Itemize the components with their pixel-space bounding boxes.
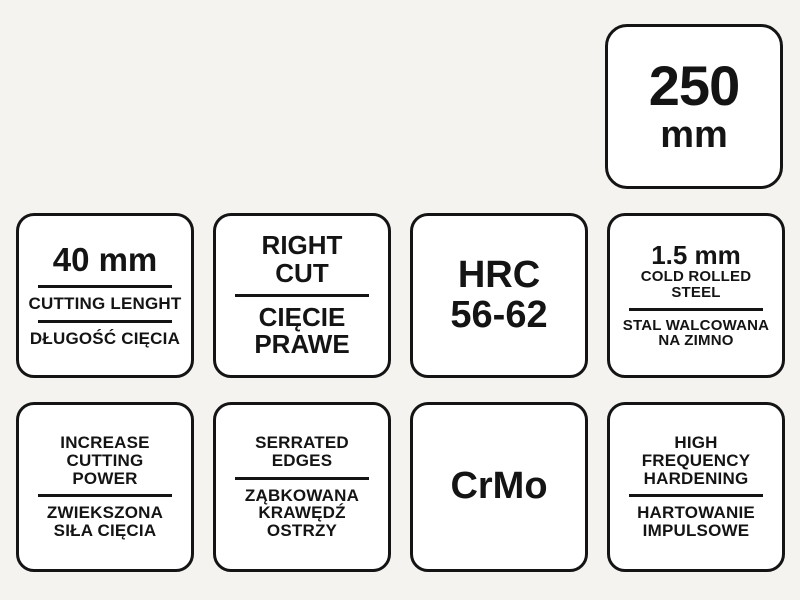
thickness-en [610,269,782,301]
cutting-length-value: 40 mm [52,241,158,279]
thickness-en-line2: STEEL [671,283,721,301]
power-en [19,434,191,488]
badge-cutting-length [16,213,194,378]
right-cut-en-line1: RIGHT [261,230,343,261]
right-cut-pl [216,304,388,359]
badge-high-frequency-hardening [607,402,785,572]
hardening-pl-line2: IMPULSOWE [642,521,750,541]
hardening-en-line2: FREQUENCY [641,450,751,470]
thickness-pl [610,318,782,350]
hardening-en-line3: HARDENING [643,468,749,488]
badge-length-250mm [605,24,783,189]
divider [629,308,763,311]
power-en-line3: POWER [72,468,138,488]
badge-serrated-edges [213,402,391,572]
hardening-en-line1: HIGH [674,432,718,452]
thickness-pl-line1: STAL WALCOWANA [622,316,770,334]
badge-hardness-hrc [410,213,588,378]
hardening-en [610,434,782,488]
divider [38,320,172,323]
power-en-line2: CUTTING [66,450,144,470]
badge-250mm-unit: mm [660,113,728,156]
serrated-en [216,434,388,470]
serrated-pl-line2: KRAWĘDŹ [258,503,346,523]
badge-increase-cutting-power [16,402,194,572]
power-en-line1: INCREASE [60,432,150,452]
badge-right-cut [213,213,391,378]
power-pl-line2: SIŁA CIĘCIA [53,521,157,541]
cutting-length-label-en: CUTTING LENGHT [28,293,182,313]
serrated-en-line1: SERRATED [255,432,349,452]
divider [235,294,369,297]
hrc-range: 56-62 [450,293,548,336]
hardening-pl [610,504,782,540]
badge-250mm-value: 250 [648,54,740,118]
right-cut-en-line2: CUT [275,257,329,288]
crmo-value: CrMo [450,465,548,508]
badge-material-crmo [410,402,588,572]
divider [629,494,763,497]
cutting-length-label-pl: DŁUGOŚĆ CIĘCIA [29,328,181,348]
divider [38,494,172,497]
serrated-pl [216,487,388,541]
thickness-value: 1.5 mm [651,239,741,270]
divider [38,285,172,288]
serrated-pl-line1: ZĄBKOWANA [244,485,360,505]
badge-steel-thickness [607,213,785,378]
serrated-en-line2: EDGES [271,450,333,470]
right-cut-pl-line2: PRAWE [254,329,350,360]
hrc-label: HRC [457,253,541,296]
serrated-pl-line3: OSTRZY [266,521,338,541]
thickness-en-line1: COLD ROLLED [640,268,752,286]
right-cut-pl-line1: CIĘCIE [258,302,346,332]
hardening-pl-line1: HARTOWANIE [637,503,755,523]
divider [235,477,369,480]
thickness-pl-line2: NA ZIMNO [658,332,734,350]
right-cut-en [216,232,388,287]
power-pl [19,504,191,540]
power-pl-line1: ZWIEKSZONA [46,503,164,523]
